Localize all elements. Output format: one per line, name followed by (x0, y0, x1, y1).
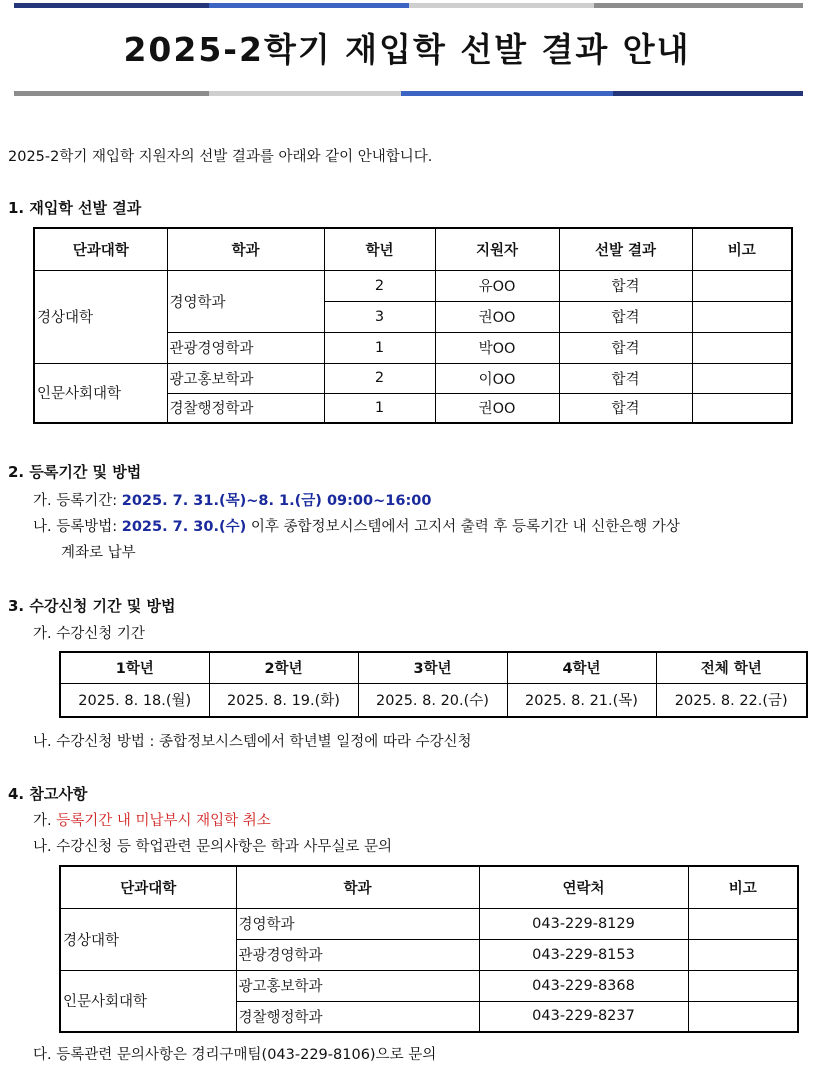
college-cell: 경상대학 (34, 270, 167, 363)
date-cell: 2025. 8. 20.(수) (358, 683, 507, 717)
title-underline-bar (14, 91, 803, 96)
section3-heading: 3. 수강신청 기간 및 방법 (8, 597, 176, 615)
result-cell: 합격 (559, 363, 692, 393)
year-cell: 3 (324, 301, 435, 332)
department-cell: 경찰행정학과 (167, 393, 324, 423)
department-cell: 경영학과 (167, 270, 324, 332)
department-cell: 광고홍보학과 (236, 970, 479, 1001)
note-cell (688, 1001, 798, 1032)
applicant-cell: 이OO (435, 363, 559, 393)
year-cell: 2 (324, 270, 435, 301)
course-reg-method-text: 나. 수강신청 방법 : 종합정보시스템에서 학년별 일정에 따라 수강신청 (33, 734, 472, 750)
phone-cell: 043-229-8237 (479, 1001, 688, 1032)
table-row (60, 908, 798, 939)
header-college: 단과대학 (34, 228, 167, 270)
applicant-cell: 권OO (435, 301, 559, 332)
result-cell: 합격 (559, 332, 692, 363)
result-cell: 합격 (559, 270, 692, 301)
page-title: 2025-2학기 재입학 선발 결과 안내 (123, 30, 691, 69)
applicant-cell: 유OO (435, 270, 559, 301)
note-cell (688, 908, 798, 939)
table-row (60, 970, 798, 1001)
college-cell: 인문사회대학 (60, 970, 236, 1032)
table-header-row (60, 866, 798, 908)
course-registration-table (59, 651, 808, 718)
registration-method-rest: 이후 종합정보시스템에서 고지서 출력 후 등록기간 내 신한은행 가상 (246, 519, 680, 535)
department-cell: 경찰행정학과 (236, 1001, 479, 1032)
phone-cell: 043-229-8368 (479, 970, 688, 1001)
cancellation-warning: 등록기간 내 미납부시 재입학 취소 (56, 813, 271, 829)
notice-a-prefix: 가. (33, 813, 57, 829)
header-result: 선발 결과 (559, 228, 692, 270)
date-cell: 2025. 8. 18.(월) (60, 683, 209, 717)
header-year-4: 4학년 (507, 652, 656, 683)
phone-cell: 043-229-8129 (479, 908, 688, 939)
table-row (60, 683, 807, 717)
date-cell: 2025. 8. 21.(목) (507, 683, 656, 717)
contact-table (59, 865, 799, 1033)
header-year-2: 2학년 (209, 652, 358, 683)
year-cell: 1 (324, 393, 435, 423)
note-cell (692, 332, 792, 363)
section2-heading: 2. 등록기간 및 방법 (8, 463, 142, 481)
table-header-row (60, 652, 807, 683)
result-cell: 합격 (559, 301, 692, 332)
note-cell (688, 939, 798, 970)
note-cell (692, 393, 792, 423)
header-year: 학년 (324, 228, 435, 270)
registration-method-line (33, 515, 680, 536)
applicant-cell: 박OO (435, 332, 559, 363)
registration-period-value: 2025. 7. 31.(목)~8. 1.(금) 09:00~16:00 (121, 493, 432, 509)
selection-result-table (33, 227, 793, 424)
college-cell: 경상대학 (60, 908, 236, 970)
header-college: 단과대학 (60, 866, 236, 908)
registration-period-label: 가. 등록기간: (33, 493, 122, 509)
note-cell (692, 363, 792, 393)
year-cell: 1 (324, 332, 435, 363)
notice-line-c: 다. 등록관련 문의사항은 경리구매팀(043-229-8106)으로 문의 (33, 1047, 437, 1063)
course-reg-period-label: 가. 수강신청 기간 (33, 626, 145, 642)
notice-line-b: 나. 수강신청 등 학업관련 문의사항은 학과 사무실로 문의 (33, 839, 393, 855)
note-cell (688, 970, 798, 1001)
applicant-cell: 권OO (435, 393, 559, 423)
department-cell: 관광경영학과 (236, 939, 479, 970)
top-divider-bar (14, 3, 803, 8)
year-cell: 2 (324, 363, 435, 393)
registration-period-line (33, 489, 431, 510)
header-applicant: 지원자 (435, 228, 559, 270)
table-row (34, 363, 792, 393)
header-note: 비고 (692, 228, 792, 270)
registration-method-continued: 계좌로 납부 (61, 545, 136, 561)
department-cell: 경영학과 (236, 908, 479, 939)
table-row (34, 270, 792, 301)
header-department: 학과 (236, 866, 479, 908)
college-cell: 인문사회대학 (34, 363, 167, 423)
result-cell: 합격 (559, 393, 692, 423)
department-cell: 광고홍보학과 (167, 363, 324, 393)
registration-method-label: 나. 등록방법: (33, 519, 122, 535)
notice-line-a (33, 809, 271, 830)
header-year-1: 1학년 (60, 652, 209, 683)
note-cell (692, 301, 792, 332)
header-contact: 연락처 (479, 866, 688, 908)
section4-heading: 4. 참고사항 (8, 785, 88, 803)
table-header-row (34, 228, 792, 270)
header-all-years: 전체 학년 (656, 652, 807, 683)
date-cell: 2025. 8. 19.(화) (209, 683, 358, 717)
header-note: 비고 (688, 866, 798, 908)
header-department: 학과 (167, 228, 324, 270)
note-cell (692, 270, 792, 301)
intro-text: 2025-2학기 재입학 지원자의 선발 결과를 아래와 같이 안내합니다. (8, 149, 433, 165)
department-cell: 관광경영학과 (167, 332, 324, 363)
phone-cell: 043-229-8153 (479, 939, 688, 970)
registration-method-date: 2025. 7. 30.(수) (121, 519, 247, 535)
date-cell: 2025. 8. 22.(금) (656, 683, 807, 717)
header-year-3: 3학년 (358, 652, 507, 683)
section1-heading: 1. 재입학 선발 결과 (8, 199, 142, 217)
